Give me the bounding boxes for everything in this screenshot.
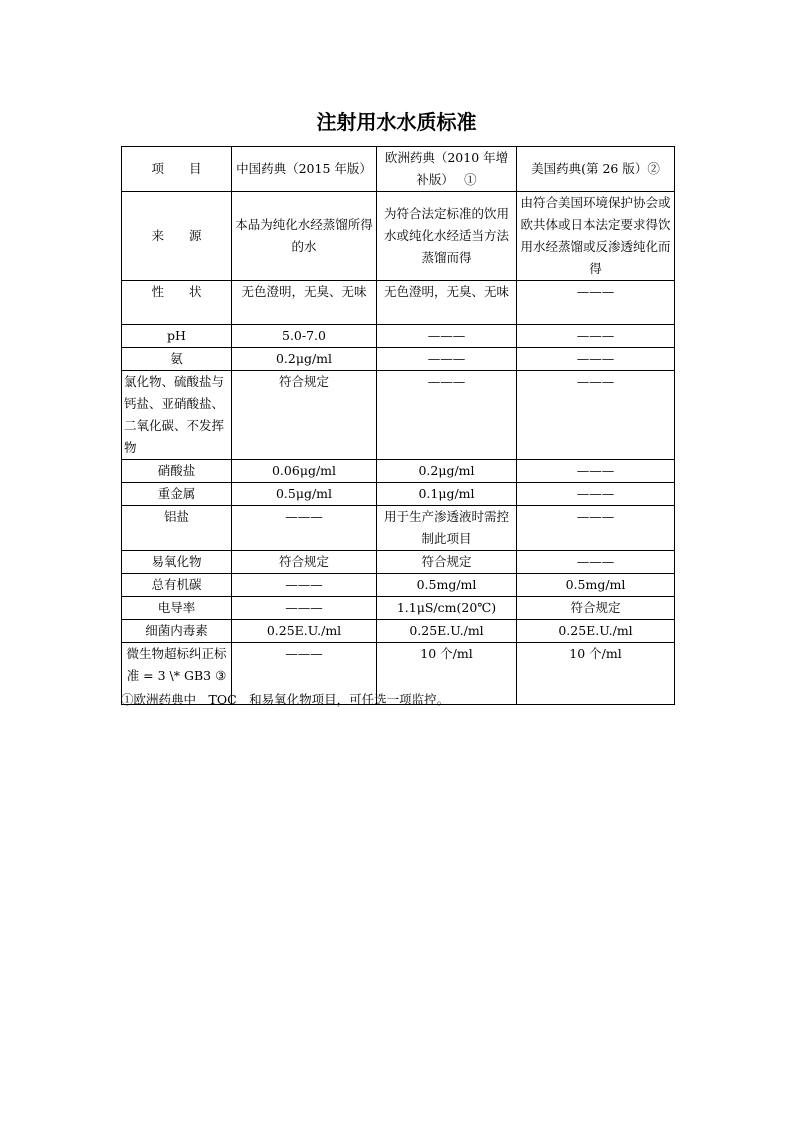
item-cell: 重金属 <box>122 483 232 506</box>
table-row <box>122 281 675 325</box>
item-cell: 氨 <box>122 348 232 371</box>
value-cell: ——— <box>232 506 377 551</box>
footnote: ①欧洲药典中 TOC 和易氧化物项目，可任选一项监控。 <box>121 692 450 707</box>
value-cell: 无色澄明，无臭、无味 <box>377 281 517 325</box>
item-cell: 细菌内毒素 <box>122 620 232 643</box>
header-cell: 欧洲药典（2010 年增补版） ① <box>377 147 517 192</box>
page-title: 注射用水水质标准 <box>316 110 477 134</box>
table-row <box>122 371 675 460</box>
value-cell: ——— <box>377 325 517 348</box>
table-row <box>122 460 675 483</box>
value-cell: ——— <box>517 348 675 371</box>
value-cell: ——— <box>517 506 675 551</box>
value-cell: 10 个/ml <box>517 643 675 705</box>
header-row <box>122 147 675 192</box>
value-cell: ——— <box>517 281 675 325</box>
value-cell: ——— <box>377 371 517 460</box>
item-cell: 硝酸盐 <box>122 460 232 483</box>
table-row <box>122 325 675 348</box>
table-row <box>122 506 675 551</box>
value-cell: 0.25E.U./ml <box>232 620 377 643</box>
table-row <box>122 574 675 597</box>
value-cell: 0.25E.U./ml <box>517 620 675 643</box>
table-row <box>122 620 675 643</box>
value-cell: ——— <box>232 643 377 705</box>
value-cell: 符合规定 <box>517 597 675 620</box>
value-cell: ——— <box>232 597 377 620</box>
value-cell: 1.1μS/cm(20℃) <box>377 597 517 620</box>
value-cell: 5.0-7.0 <box>232 325 377 348</box>
value-cell: 0.5mg/ml <box>517 574 675 597</box>
item-cell: 电导率 <box>122 597 232 620</box>
header-cell: 美国药典(第 26 版）② <box>517 147 675 192</box>
header-cell: 项 目 <box>122 147 232 192</box>
item-cell: 性 状 <box>122 281 232 325</box>
value-cell: 为符合法定标准的饮用水或纯化水经适当方法蒸馏而得 <box>377 192 517 281</box>
item-cell: 微生物超标纠正标准 = 3 \* GB3 ③ <box>122 643 232 705</box>
value-cell: 0.5mg/ml <box>377 574 517 597</box>
value-cell: ——— <box>517 460 675 483</box>
value-cell: 0.2μg/ml <box>232 348 377 371</box>
value-cell: 本品为纯化水经蒸馏所得的水 <box>232 192 377 281</box>
value-cell: 用于生产渗透液时需控制此项目 <box>377 506 517 551</box>
value-cell: 0.06μg/ml <box>232 460 377 483</box>
item-cell: 来 源 <box>122 192 232 281</box>
value-cell: 0.1μg/ml <box>377 483 517 506</box>
item-cell: 易氧化物 <box>122 551 232 574</box>
value-cell: 0.25E.U./ml <box>377 620 517 643</box>
value-cell: ——— <box>377 348 517 371</box>
table-row <box>122 597 675 620</box>
table-row <box>122 483 675 506</box>
water-quality-table <box>121 146 675 705</box>
item-cell: pH <box>122 325 232 348</box>
value-cell: ——— <box>517 483 675 506</box>
item-cell: 铝盐 <box>122 506 232 551</box>
value-cell: 0.2μg/ml <box>377 460 517 483</box>
value-cell: 符合规定 <box>232 371 377 460</box>
value-cell: 由符合美国环境保护协会或欧共体或日本法定要求得饮用水经蒸馏或反渗透纯化而得 <box>517 192 675 281</box>
table-row <box>122 551 675 574</box>
item-cell: 氯化物、硫酸盐与钙盐、亚硝酸盐、二氧化碳、不发挥物 <box>122 371 232 460</box>
value-cell: ——— <box>517 371 675 460</box>
value-cell: ——— <box>517 325 675 348</box>
value-cell: 符合规定 <box>377 551 517 574</box>
value-cell: 无色澄明，无臭、无味 <box>232 281 377 325</box>
table-row <box>122 192 675 281</box>
table-row <box>122 348 675 371</box>
value-cell: ——— <box>232 574 377 597</box>
value-cell: 10 个/ml <box>377 643 517 705</box>
value-cell: 符合规定 <box>232 551 377 574</box>
value-cell: 0.5μg/ml <box>232 483 377 506</box>
header-cell: 中国药典（2015 年版） <box>232 147 377 192</box>
item-cell: 总有机碳 <box>122 574 232 597</box>
value-cell: ——— <box>517 551 675 574</box>
